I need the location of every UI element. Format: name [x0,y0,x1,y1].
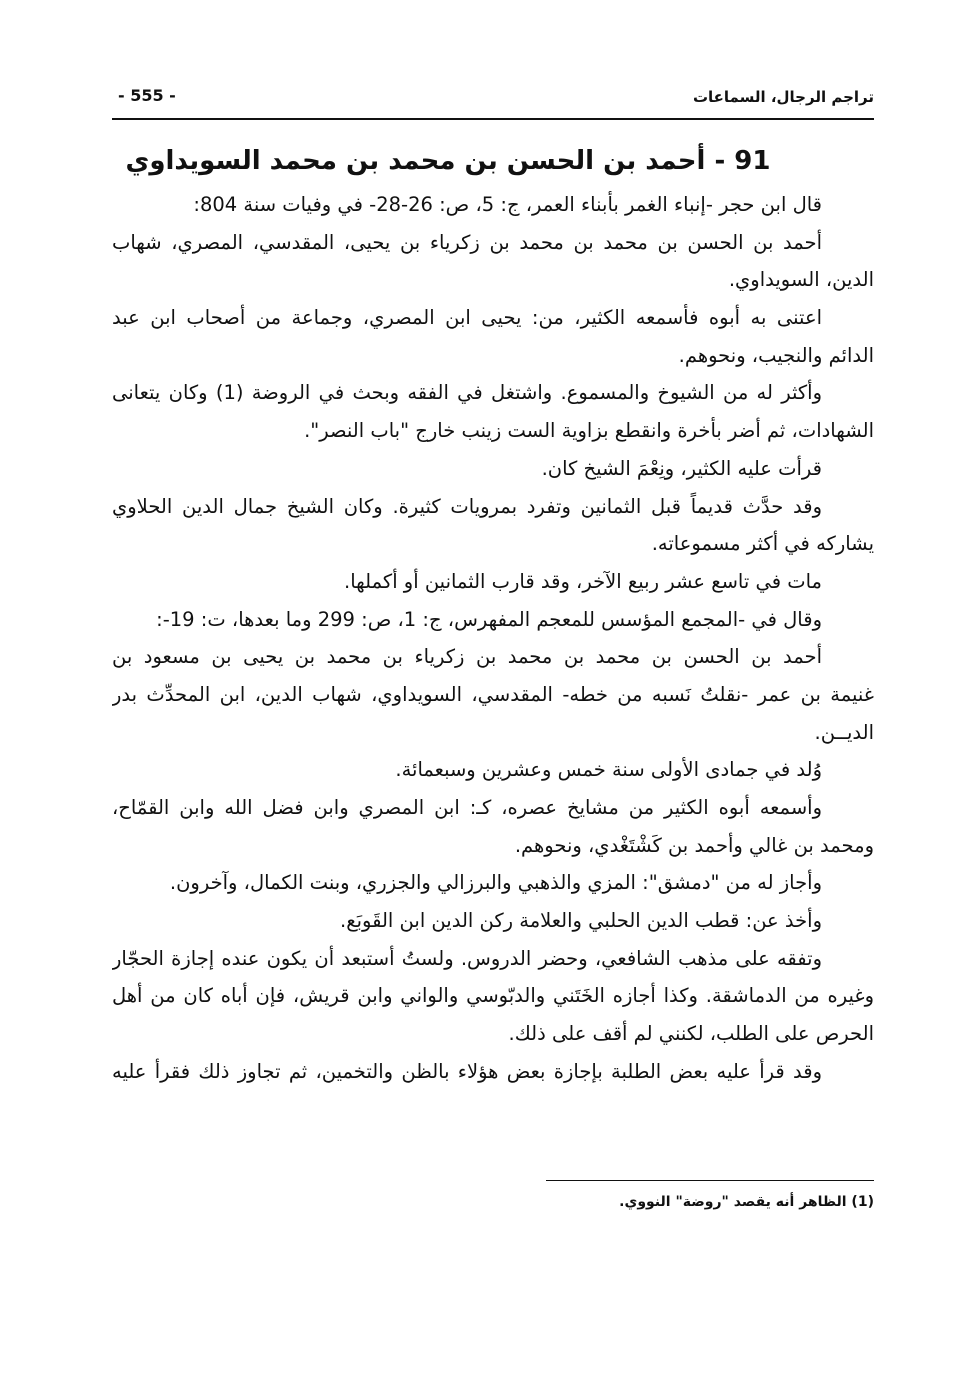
text-line: الحرص على الطلب، لكنني لم أقف على ذلك. [508,1022,874,1046]
text-line: وتفقه على مذهب الشافعي، وحضر الدروس. ولستُ أستبعد أن يكون عنده إجازة الحجّار [112,946,822,970]
page-number: - 555 - [118,86,176,105]
text-line: ومحمد بن غالي وأحمد بن كَشْتَغْدي، ونحوهم. [514,833,874,857]
text-line: الديــن. [814,720,874,744]
text-line: غنيمة بن عمر -نقلتُ نَسبه من خطه- المقدسي، السويداوي، شهاب الدين، ابن المحدِّث بدر [112,682,874,706]
text-line: وقد قرأ عليه بعض الطلبة بإجازة بعض هؤلاء بالظن والتخمين، ثم تجاوز ذلك فقرأ عليه [112,1059,822,1083]
text-line: الدين، السويداوي. [728,268,874,292]
text-line: وأخذ عن: قطب الدين الحلبي والعلامة ركن الدين ابن القَوبَع. [340,909,822,933]
header-divider [112,118,874,120]
text-line: أحمد بن الحسن بن محمد بن محمد بن زكرياء بن يحيى، المقدسي، المصري، شهاب [112,230,822,254]
text-line: وغيره من الدماشقة. وكذا أجازه الخَتَني والدبّوسي والواني وابن قريش، فإن أباه كان من أهل [112,984,874,1008]
text-line: وأسمعه أبوه الكثير من مشايخ عصره، كـ: ابن المصري وابن فضل الله وابن القمّاح، [112,796,822,819]
text-line: وقد حدَّث قديماً قبل الثمانين وتفرد بمرويات كثيرة. وكان الشيخ جمال الدين الحلاوي [112,494,822,518]
text-line: الشهادات، ثم أضر بأخرة وانقطع بزاوية الست زينب خارج "باب النصر". [304,419,874,443]
text-line: أحمد بن الحسن بن محمد بن محمد بن زكرياء بن محمد بن يحيى بن مسعود بن [112,645,822,669]
footnote-divider [546,1180,874,1181]
text-line: اعتنى به أبوه فأسمعه الكثير، من: يحيى ابن المصري، وجماعة من أصحاب ابن عبد [112,306,822,330]
body-text [112,186,874,1091]
text-line: وأكثر له من الشيوخ والمسموع. واشتغل في الفقه وبحث في الروضة (1) وكان يتعانى [112,381,822,405]
text-line: يشاركه في أكثر مسموعاته. [651,532,874,556]
footnote: (1) الظاهر أنه يقصد "روضة" النووي. [619,1194,874,1210]
text-line: الدائم والنجيب، ونحوهم. [678,343,874,367]
text-line: قرأت عليه الكثير، ونِعْمَ الشيخ كان. [541,456,822,480]
text-line: مات في تاسع عشر ربيع الآخر، وقد قارب الثمانين أو أكملها. [344,569,822,593]
page-header [112,82,874,118]
entry-title: 91 - أحمد بن الحسن بن محمد بن محمد السويداوي [125,146,771,176]
text-line: وُلد في جمادى الأولى سنة خمس وعشرين وسبعمائة. [395,758,822,782]
running-title: تراجم الرجال، السماعات [692,88,874,106]
text-line: وأجاز له من "دمشق": المزي والذهبي والبرزالي والجزري، وبنت الكمال، وآخرون. [169,871,822,895]
text-line: وقال في -المجمع المؤسس للمعجم المفهرس، ج: 1، ص: 299 وما بعدها، ت: 19-: [156,607,822,631]
text-line: قال ابن حجر -إنباء الغمر بأبناء العمر، ج: 5، ص: 26-28- في وفيات سنة 804: [193,193,822,216]
